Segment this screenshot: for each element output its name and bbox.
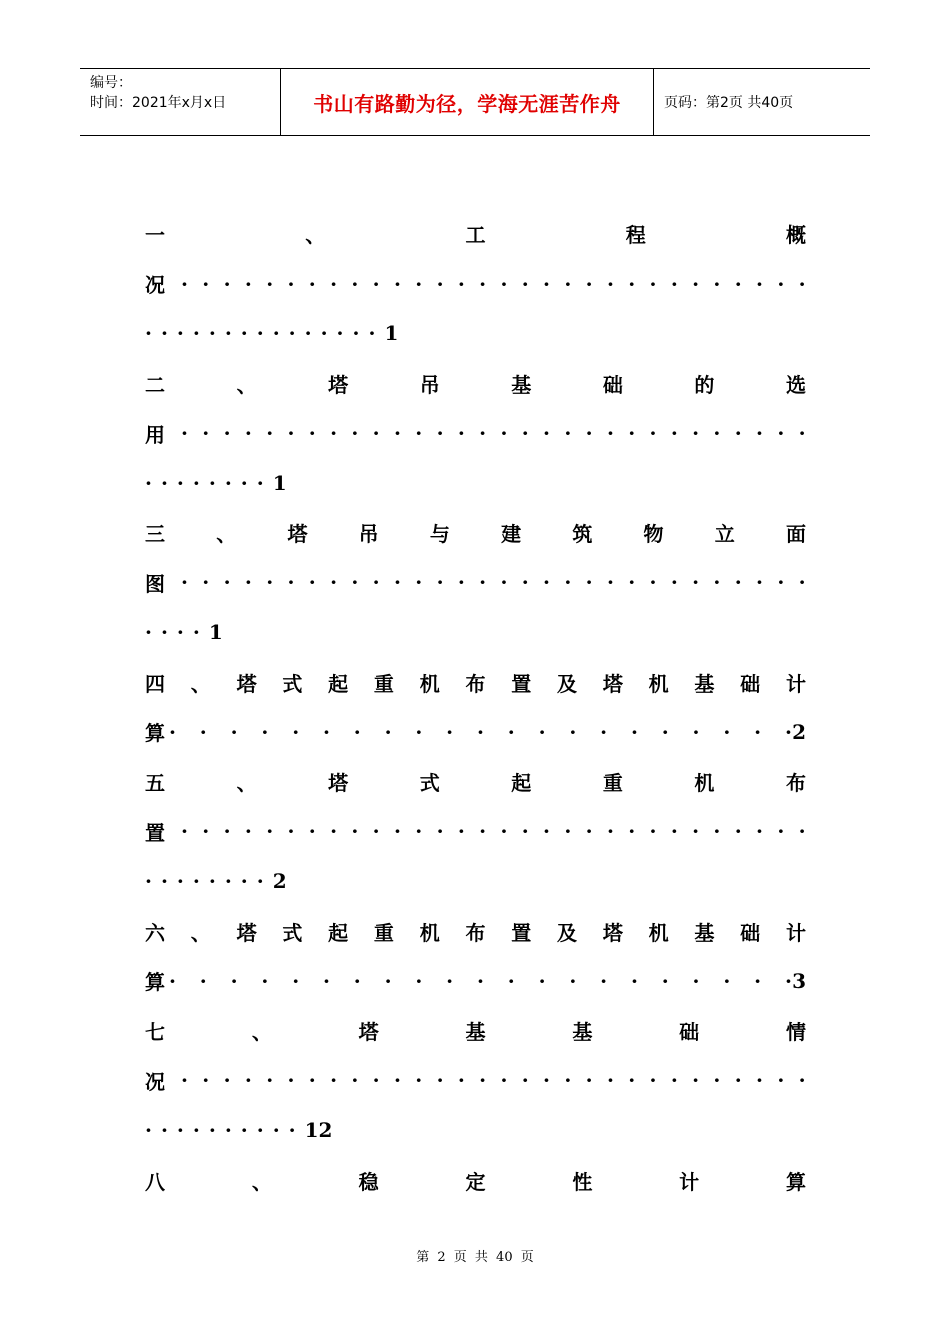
toc-entry-page-line[interactable]	[145, 458, 806, 508]
toc-title-char: 立	[714, 522, 735, 547]
toc-title-char: 稳	[358, 1169, 379, 1194]
toc-title-char: 工	[465, 223, 486, 248]
toc-title-char: 吊	[358, 522, 379, 547]
toc-title-char: 塔	[328, 771, 349, 796]
toc-title-char: 三	[145, 522, 165, 547]
toc-title-char: 础	[740, 671, 761, 696]
toc-title-char: 的	[694, 372, 715, 397]
toc-entry-page-line[interactable]	[145, 856, 806, 906]
header-meta	[80, 69, 281, 135]
toc-title-char: 基	[572, 1020, 593, 1045]
toc-title-char: 四	[145, 671, 165, 696]
toc-title-char: 起	[328, 920, 349, 945]
toc-title-char: 布	[785, 771, 806, 796]
toc-entry-page-line[interactable]	[145, 309, 806, 359]
toc-entry-leader[interactable]	[145, 259, 806, 309]
toc-title-char: 、	[216, 522, 237, 547]
toc-entry-leader[interactable]	[145, 707, 806, 757]
toc-title-char: 建	[501, 522, 522, 547]
toc-title-char: 基	[511, 372, 532, 397]
toc-entry-title[interactable]	[145, 1006, 806, 1056]
toc-title-char: 、	[190, 671, 211, 696]
toc-wrap-char: 置	[145, 820, 165, 845]
toc-title-char: 机	[648, 671, 669, 696]
toc-leader-dots: ········	[145, 470, 273, 495]
toc-entry-title[interactable]	[145, 757, 806, 807]
toc-title-char: 五	[145, 771, 165, 796]
toc-title-char: 计	[785, 671, 806, 696]
toc-title-char: 起	[328, 671, 349, 696]
toc-leader-dots: · · · · · · · · · · · · · · · · · · · · ·	[169, 719, 792, 744]
header-page-code: 页码：第2页 共40页	[664, 95, 794, 111]
toc-leader-dots: ··········	[145, 1118, 305, 1143]
table-of-contents	[145, 209, 806, 1205]
toc-wrap-char: 用	[145, 422, 165, 447]
page-header	[80, 68, 870, 136]
document-number-label: 编号：	[90, 75, 132, 91]
toc-title-char: 机	[648, 920, 669, 945]
toc-entry-leader[interactable]	[145, 408, 806, 458]
toc-title-char: 机	[419, 671, 440, 696]
toc-title-char: 起	[511, 771, 532, 796]
toc-title-char: 塔	[602, 671, 623, 696]
toc-page-number: 2	[792, 719, 806, 744]
toc-title-char: 七	[145, 1020, 165, 1045]
toc-title-char: 概	[786, 223, 806, 248]
toc-title-char: 程	[625, 223, 646, 248]
toc-entry-title[interactable]	[145, 508, 806, 558]
toc-leader-dots: ····	[145, 620, 209, 645]
toc-page-number: 1	[272, 470, 287, 495]
toc-title-char: 、	[190, 920, 211, 945]
toc-entry-leader[interactable]	[145, 807, 806, 857]
toc-entry-leader[interactable]	[145, 558, 806, 608]
toc-leader-dots: ········	[145, 869, 273, 894]
toc-title-char: 及	[557, 920, 578, 945]
toc-title-char: 机	[419, 920, 440, 945]
toc-title-char: 八	[145, 1169, 165, 1194]
toc-title-char: 基	[694, 920, 715, 945]
toc-title-char: 、	[236, 372, 257, 397]
toc-title-char: 面	[785, 522, 806, 547]
toc-title-char: 础	[679, 1020, 700, 1045]
toc-title-char: 置	[511, 671, 532, 696]
document-time-label: 时间：2021年x月x日	[90, 95, 227, 111]
toc-title-char: 筑	[572, 522, 593, 547]
toc-leader-dots: · · · · · · · · · · · · · · · · · · · · · · · · · · · · · ·	[181, 271, 806, 296]
toc-title-char: 机	[694, 771, 715, 796]
toc-entry-title[interactable]	[145, 358, 806, 408]
toc-title-char: 布	[465, 671, 486, 696]
toc-title-char: 布	[465, 920, 486, 945]
toc-leader-dots: · · · · · · · · · · · · · · · · · · · · · · · · · · · · · ·	[181, 819, 806, 844]
toc-title-char: 与	[429, 522, 450, 547]
page-footer: 第 2 页 共 40 页	[416, 1250, 534, 1265]
toc-title-char: 式	[282, 920, 303, 945]
toc-leader-dots: · · · · · · · · · · · · · · · · · · · · · · · · · · · · · ·	[181, 570, 806, 595]
toc-leader-dots: ···············	[145, 321, 385, 346]
toc-title-char: 及	[557, 671, 578, 696]
toc-wrap-char: 算	[145, 970, 165, 995]
toc-title-char: 定	[465, 1169, 486, 1194]
toc-title-char: 塔	[328, 372, 349, 397]
toc-entry-page-line[interactable]	[145, 1105, 806, 1155]
toc-title-char: 础	[602, 372, 623, 397]
toc-page-number: 1	[208, 620, 223, 645]
toc-leader-dots: · · · · · · · · · · · · · · · · · · · · ·	[169, 968, 792, 993]
toc-entry-leader[interactable]	[145, 1056, 806, 1106]
toc-title-char: 重	[373, 671, 394, 696]
toc-wrap-char: 况	[145, 1069, 165, 1094]
toc-title-char: 基	[465, 1020, 486, 1045]
toc-title-char: 置	[511, 920, 532, 945]
toc-entry-leader[interactable]	[145, 956, 806, 1006]
toc-title-char: 计	[679, 1169, 700, 1194]
toc-title-char: 重	[373, 920, 394, 945]
toc-page-number: 1	[384, 321, 399, 346]
toc-entry-page-line[interactable]	[145, 607, 806, 657]
toc-entry-title[interactable]	[145, 1155, 806, 1205]
toc-title-char: 算	[785, 1169, 806, 1194]
toc-title-char: 础	[740, 920, 761, 945]
toc-title-char: 二	[145, 372, 165, 397]
toc-title-char: 情	[785, 1020, 806, 1045]
toc-wrap-char: 算	[145, 721, 165, 746]
toc-entry-title[interactable]	[145, 209, 806, 259]
toc-title-char: 、	[251, 1169, 272, 1194]
toc-page-number: 2	[272, 869, 287, 894]
toc-title-char: 式	[419, 771, 440, 796]
toc-title-char: 六	[145, 920, 165, 945]
toc-title-char: 性	[572, 1169, 593, 1194]
toc-title-char: 、	[305, 223, 326, 248]
toc-title-char: 、	[251, 1020, 272, 1045]
toc-page-number: 3	[792, 968, 806, 993]
toc-title-char: 重	[602, 771, 623, 796]
toc-title-char: 塔	[602, 920, 623, 945]
toc-leader-dots: · · · · · · · · · · · · · · · · · · · · · · · · · · · · · ·	[181, 421, 806, 446]
toc-title-char: 计	[785, 920, 806, 945]
toc-title-char: 一	[145, 223, 165, 248]
toc-wrap-char: 图	[145, 571, 165, 596]
toc-title-char: 塔	[358, 1020, 379, 1045]
toc-entry-title[interactable]	[145, 906, 806, 956]
toc-title-char: 选	[785, 372, 806, 397]
toc-page-number: 12	[304, 1118, 333, 1143]
toc-title-char: 塔	[236, 671, 257, 696]
header-motto: 书山有路勤为径，学海无涯苦作舟	[281, 69, 654, 135]
toc-leader-dots: · · · · · · · · · · · · · · · · · · · · · · · · · · · · · ·	[181, 1068, 806, 1093]
toc-entry-title[interactable]	[145, 657, 806, 707]
toc-title-char: 吊	[419, 372, 440, 397]
toc-title-char: 物	[643, 522, 664, 547]
toc-title-char: 基	[694, 671, 715, 696]
toc-title-char: 、	[236, 771, 257, 796]
toc-wrap-char: 况	[145, 273, 165, 298]
toc-title-char: 塔	[287, 522, 308, 547]
toc-title-char: 塔	[236, 920, 257, 945]
toc-title-char: 式	[282, 671, 303, 696]
